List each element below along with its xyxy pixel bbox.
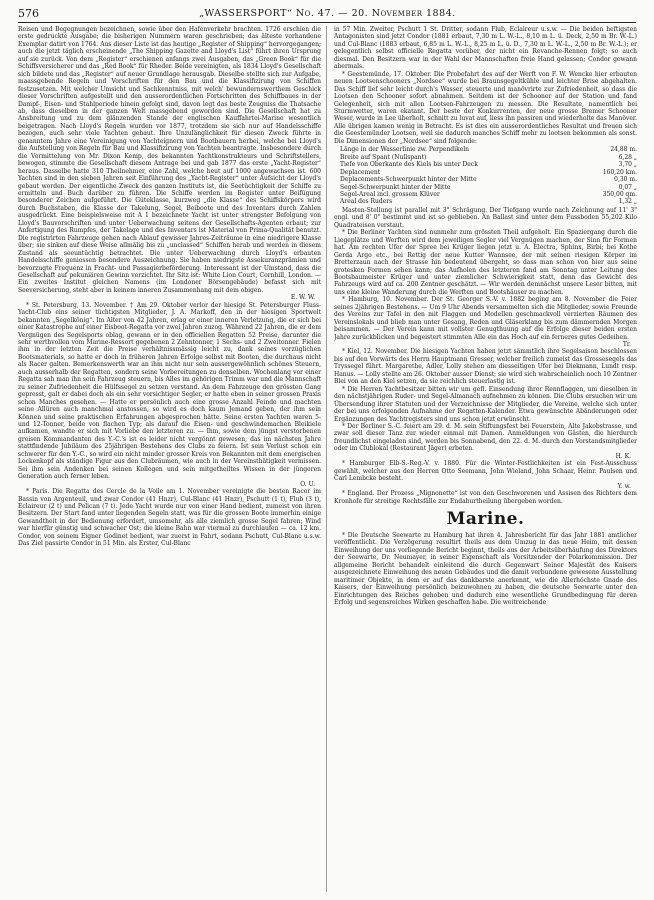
spec-label: Areal des Ruders: [340, 198, 393, 206]
right-column: [334, 26, 637, 892]
article-berliner-yachten: * Die Berliner Yachten sind nunmehr zum grössten Theil aufgeholt. Ein Spaziergang durch die Liegeplätze und Werften wird dem jeweiligen Segler viel Vergnügen machen, der Sinn für Formen hat. Am rechten Ufer der Spree bei Krüger liegen jetzt u. A. Electra, Sphinx, Birbi; bei Kothe Gerda Argo etc., bei Rettig der neue Kutter Wannsee, der mit seinen riesigen Körper im Bretterzaun nach der Strasse hin bedeutend übergeht, so dass man schon von hier aus seine grotesken Formen sehen kann; das Aufholen des letzteren fand am Sonntag unter Leitung des Bootsbaumeister Krüger und unter ziemlicher Schwierigkeit statt, denn das Gewicht des Fahrzeugs wird auf ca. 200 Zentner geschätzt. — Wir werden demnächst unsere Leser bitten, mit uns eine kleine Wanderung durch die Werften und Bootshäuser zu machen.: [334, 229, 637, 296]
signature-ou: O. U.: [300, 480, 315, 488]
article-paris-continued: in 57 Min. Zweiter, Pschutt 1 St. Dritter, sodann Flub, Eclaireur u.s.w. — Die beiden heftigsten Antagonisten sind jetzt Condor (1881 erbaut, 7,30 m L. W.-L., 8,10 m L. ü. Deck, 2,50 m Br. W.-L.) und Cul-Blanc (1883 erbaut, 6,85 m L. W.-L., 8,25 m L. ü. D., 7,30 m L. W.-L., 2,50 m Br. W.-L.); er gelegentlich selbst officielle Regatta vorüber, der nicht ein Revanche-Rennen folgt; so auch diesmal. Den Besitzern war in der Wahl der Mannschaften freie Hand gelassen; Condor gewann abermals.: [334, 26, 637, 71]
spec-label: Segel-Schwerpunkt hinter der Mitte: [340, 183, 451, 191]
spec-row: [340, 161, 637, 168]
column-divider: [326, 26, 327, 892]
spec-value: 0,07 „: [618, 183, 637, 191]
spec-label: Breite auf Spant (Nullspant): [340, 153, 427, 161]
page-header: [18, 4, 636, 22]
spec-row: [340, 146, 637, 153]
article-hamburg: * Hamburg, 10. November. Der St. Georger S.-V. v. 1882 beging am 8. November die Feier seines 2jährigen Bestehens. — Um 9 Uhr Abends versammelten sich die Mitglieder, sowie Freunde des Vereins zur Tafel in den mit Flaggen und Modellen geschmackvoll verzierten Räumen des Vereinslokals und blieb man unter Gesang, Reden und Gläserklang bis zum dämmernden Morgen beisammen. — Der Verein kann mit vollster Genugthuung auf die Erfolge dieser beiden ersten Jahre zurückblicken und begeistert stimmten Alle ein das Hoch auf ein ferneres gutes Gedeihen.: [334, 296, 637, 341]
article-berliner-sc: * Der Berliner S.-C. feiert am 29. d. M. sein Stiftungsfest bei Feuerstein, Alte Jakobstrasse, und zwar soll dieser Tanz zur wieder einmal mit Damen. Anmeldungen von Gästen, die hierdurch freundlichst eingeladen sind, werden bis Sonnabend, den 22. d. M. durch den Vorstandsmitglieder oder im Clublokal (Restaurant Jäger) erbeten.: [334, 423, 637, 453]
section-title-marine: Marine.: [446, 509, 525, 529]
spec-label: Deplacement: [340, 168, 381, 176]
spec-label: Deplacements-Schwerpunkt hinter der Mitte: [340, 176, 477, 184]
article-masten: Masten-Stellung ist parallel mit 3° Schrägung. Der Tiefgang wurde nach Zeichnung auf 11' 3" engl. und 8' 0" bestimmt und ist so geblieben. An Ballast sind unter dem Fussboden 55,202 Kilo Quadrateisen verstaut.: [334, 206, 637, 229]
nordsee-dimensions-table: [340, 146, 637, 206]
article-hamburger-elb: * Hamburger Elb-S.-Reg.-V. v. 1880. Für die Winter-Festlichkeiten ist ein Fest-Ausschuss gewählt, welcher aus den Herren Otto Seemann, John Wieland, John Schaar, Heinr. Paulsen und Carl Lembcke besteht.: [334, 460, 637, 483]
spec-row: [340, 184, 637, 191]
header-rule: [18, 22, 636, 23]
spec-value: 24,88 m.: [610, 146, 637, 154]
spec-row: [340, 154, 637, 161]
spec-value: 6,28 „: [618, 153, 637, 161]
masthead-title: „WASSERSPORT“ No. 47. — 20. November 1884.: [199, 7, 456, 19]
spec-row: [340, 176, 637, 183]
article-yachtbesitzer: * Die Herren Yachtbesitzer bitten wir um gefl. Einsendung ihrer Rennflaggen, um dieselben in den nächstjährigen Ruder- und Segel-Almanach aufnehmen zu können. Die Clubs ersuchen wir um Übersendung ihrer Statuten und der Verzeichnisse der Mitglieder, die Vereine, welche sich unter der bei uns erfolgenden Aufnahme der Regatten-Kalender. Etwa gewünschte Abänderungen oder Ergänzungen des Yachtregisters sind uns schon jetzt erwünscht.: [334, 385, 637, 423]
signature-yw: Y. w.: [617, 482, 631, 490]
spec-row: [340, 198, 637, 205]
spec-row: [340, 191, 637, 198]
article-st-petersburg: * St. Petersburg, 13. November. † Am 29. Oktober verlor der hiesige St. Petersburger Fluss-Yacht-Club eins seiner tüchtigsten Mitglieder, J. A. Markoff, den in der hiesigen Sportwelt bekannten „Segelkönig“. Im Alter von 42 Jahren, erlag er einer inneren Verletzung, die er sich bei einer Katastrophe auf einer Eisboot-Regatta vor zwei Jahren zuzog. Während 22 Jahren, die er dem Vergnügen des Segelsports oblag, gewann er in den officiellen Regatten 52 Preise, darunter die sehr werthvollen vom Marine-Ressort gegebenen 2 Zehntonner, 1 Sechs- und 2 Zweitonner. Fielen ihm in der letzten Zeit die Preise verhältnissmässig leicht zu, dank seines vorzüglichen Bootsmaterials, so hatte er doch in früheren Jahren Erfolge selbst mit Booten, die durchaus nicht als Racer galten. Bemerkenswerth war an ihm nicht nur sein aussergewöhnlich schönes Steuern, auch ausserhalb der Regatten, sondern seine Vorbereitungen zu denselben. Wochenlang vor einer Regatta sah man ihn sein Fahrzeug steuern, bis Alles im gehörigen Trimm war und die Mannschaft zu seiner Zufriedenheit die Hülfssegel zu setzen verstand. An dem Fahrzeuge den grössten Gang gepresst, galt er dabei doch als ein sehr vorsichtiger Segler, er hatte eben in seiner grossen Praxis schon Manches gesehen. — Hatte er persönlich auch eine grosse Anzahl Feinde und machten seine Allüren auch manchmal anstossen, so wird es doch kaum Jemand geben, der ihm sein Können und seine praktischen Erfahrungen abgesprochen hätte. Seine ersten Yachten waren 5- und 12-Tonner, beide von flachen Typ; als darauf die Eisen- und geschwindemachen Bleikiele aufkamen, wandte er sich mit Vorliebe den letzteren zu. — Ihm, sowie dem jüngst verstorbenen greisen Kommandanten des Y.-C.'s ist es leider nicht vergönnt gewesen, das im nächsten Jahre stattfindende Jubiläum des 25jährigen Bestehens des Clubs zu feiern. Ist sein Verlust schon ein schwerer für den Y.-C., so wird ein nicht minder grosser Kreis von Bekannten mit dem energischen Lockenkopf als ständige Figur aus den Clubräumen, wie auch in der Vereinsthätigkeit vermissen. Sei ihm sein Andenken bei seinen Kollegen und sein mitgetheiltes Wissen in der jüngeren Generation auch ferner leben.: [18, 301, 321, 481]
signature-tr: Tr.: [622, 341, 631, 349]
left-column: [18, 26, 321, 892]
spec-label: Tiefe von Oberkante des Kiels bis unter Deck: [340, 161, 478, 169]
article-geestemuende: * Geestemünde, 17. Oktober. Die Probefahrt des auf der Werft von F. W. Wencke hier erbauten neuen Lootsenschooners „Nordsee“ wurde bei Braunsgegeltkühle und leichter Brise abgehalten. Das Schiff lief sehr leicht durch's Wasser, steuerte und manövrirte zur Zufriedenheit, so dass die Lootsen den Schooner sofort abnahmen. Seitdem ist der Schooner auf der Station und fand Gelegenheit, sich mit allen Lootsen-Fahrzeugen zu messen. Die Resultate, namentlich bei Sturmwetter, waren ekatant. Der beste der Konkurrenten, der neue grosse Bremer Schooner Weser, wurde in Lee überholt, schnitt zu luvat auf, liess ihn passiren und wiederholte das Manöver. Alle übrigen kamen wenig in Betracht. Es ist dies ein ausserordentliches Resultat und freuen sich die Geestemünder Lootsen, weil sie dadurch manches Schiff mehr zu lootsen bekommen als sonst. Die Dimensionen der „Nordsee“ sind folgende:: [334, 70, 637, 145]
spec-value: 160,20 km.: [602, 168, 637, 176]
article-lloyds: Reisen und Begegnungen bezeichnen, sowie über den Hafenverkehr brachten. 1726 erschien die erste gedruckte Ausgabe; die bisherigen Nummern waren geschrieben; das älteste vorhandene Exemplar datirt von 1764. Aus dieser Liste ist das heutige „Register of Shipping“ hervorgegangen; auch die jetzt täglich erscheinende „The Shipping Gazette and Lloyd's List“ führt ihren Ursprung auf sie zurück. Von dem „Register“ erschienen anfangs zwei Ausgaben, das „Green Book“ für die Schiffsversicherer und das „Red Book“ für Rheder. Beide vereinigten, als 1834 Lloyd's Gesellschaft sich bildete und das „Register“ auf neuer Grundlage herausgab. Dieselbe stellte sich zur Aufgabe, maassgebende Regeln und Vorschriften für den Bau und die Klassifizirung von Schiffen festzusetzen. Mit welcher Umsicht und Sachkenntniss, mit welch' bewundernswerthem Geschick dieser Vorschriften aufgestellt und den ausserordentlichen Fortschritten des Schiffbaues in der Dampf-, Eisen- und Stahlperiode hinein gefolgt sind, davon legt das beste Zeugniss die Thatsache ab, dass dieselben in der ganzen Welt massgebend geworden sind. Die Gesellschaft hat zu Ansbreitung und zu dem glänzenden Stande der englischen Kauffahrtei-Marine wesentlich beigetragen. Nach Lloyd's Regeln wurden vor 1877, trotzdem sie sich nur auf Handelsschiffe bezogen, auch sehr viele Yachten gebaut. Ihre Unzulänglichkeit für diesen Zweck führte in genanntem Jahre eine Vereinigung von Yachteignern und Bootbauern herbei, welche bei Lloyd's die Aufstellung von Regeln für Bau und Klassifizirung von Yachten beantragte. Insbesondere durch die Vermittelung von Mr. Dixon Kemp, des bekannten Yachtkonstrukteurs und Schriftstellers, bewogen, stimmte die Gesellschaft diesem Antrage bei und gab 1877 das erste „Yacht-Register“ heraus. Dasselbe hatte 310 Theilnehmer, eine Zahl, welche heut auf 1000 angewachsen ist. 600 Yachten sind in den sieben Jahren seit Einführung des „Yacht-Register“ unter Aufsicht der Lloyd's gebaut worden. Der eigentliche Zweck des ganzen Instituts ist, die Seetüchtigkeit der Schiffe zu ermitteln und Buch darüber zu führen. Die Schiffe werden im Register unter Beifügung besonderer Zeichen aufgeführt. Die Güteklasse, kurzweg „die Klasse“ des Schiffskörpers wird durch Buchstaben, die Klasse der Takelung, Segel, Beiboote und des Inventars durch Zahlen ausgedrückt. Eine beispielsweise mit A 1 bezeichnete Yacht ist unter strengster Befolgung von Lloyd's Bauvorschriften und unter Ueberwachung seitens der Gesellschafts-Agenten erbaut; zur Anfertigung des Rumpfes, der Takelage und des Inventars ist Material von Prima-Qualität benutzt. Die registrirten Fahrzeuge gehen nach Ablauf gewisser Jahres-Zeiträume in eine niedrigere Klasse über; sie sinken auf diese Weise allmälig bis zu „unclassed“ Schiffen herab und werden in diesem Zustand als seeuntüchtig betrachtet. Die unter Ueberwachung durch Lloyd's erbauten Handelsschiffe geniessen besondere Auszeichnung. Sie haben niedrigste Assekuranzprämien und bevorzugte Frequenz in Fracht- und Passagierbeförderung. Interessant ist der Umstand, dass die Gesellschaft auf pekuniären Gewinn verzichtet. Ihr Sitz ist: White Lion Court, Cornhill, London. — Ein zweites Institut gleichen Namens (im Londoner Börsengebäude) befasst sich mit Seeversicherung, steht aber in keinem inneren Zusammenhang mit dem obigen.: [18, 26, 321, 294]
spec-value: 3,70 „: [618, 161, 637, 169]
article-seewarte: * Die Deutsche Seewarte zu Hamburg hat ihren 4. Jahresbericht für das Jahr 1881 amtlicher veröffentlicht. Die Verzögerung resultirt theils aus dem Umzug in das neue Heim, mit dessen Einweihung der uns vorliegende Bericht beginnt, theils aus der Arbeitsüberhäufung des Direktors der Seewarte, Dr. Neumayer, in seiner Eigenschaft als Vorsitzender der Polarkommission. Der allgemeine Bericht behandelt einleitend die durch Gegenwart Seiner Majestät des Kaisers ausgezeichnete Einweihung des neuen Gebäudes und die damit verbundene gewesene Ausstellung maritimer Objekte, in dem er auf das dankbarste anerkennt, wie die Allerhöchste Gnade des Kaisers, der Einweihung persönlich beizuwohnen zu haben, die deutsche Seewarte unter den Einrichtungen des Reiches gehoben und dadurch eine wesentliche Grundbedingung für deren Erfolg und segensreiches Wirken geschaffen habe. Die weitreichende: [334, 532, 637, 607]
spec-label: Segel-Areal incl. grossem Klüver: [340, 190, 440, 198]
spec-label: Länge in der Wasserlinie zw. Perpendikeln: [340, 146, 470, 154]
spec-value: 1,32 „: [618, 198, 637, 206]
page-number: 576: [18, 6, 39, 20]
spec-value: 350,00 qm.: [602, 190, 637, 198]
signature-ewm: E. W. W.: [290, 294, 315, 302]
article-paris: * Paris. Die Regatta des Cercle de la Voile am 1. November vereinigte die besten Racer im Bassin von Argenteuil, und zwar Condor (41 Hnzr), Cul-Blanc (41 Hnzr), Pschutt (1 t), Flub (3 t), Eclaireur (2 t) und Pelican (7 t). Jede Yacht wurde nur von einer Hand bedient, zumeist von ihren Besitzern. Der Start fand unter liegenden Segeln statt, was für die grossen Boote immerhin einige Gewandtheit in der Bedienung erfordert, umsomehr, als alle ziemlich grosse Segel fahren; Wind war hierfür günstig und schwacher Ost; die kleine Bahn war viermal zu durchlaufen — ca. 12 km. Condor, von seinem Eigner Godinet bedient, war zuerst in Fahrt, sodann Pschutt, Cul-Blanc u.s.w. Das Ziel passirte Condor in 51 Min. als Erster, Cul-Blanc: [18, 488, 321, 548]
signature-hk: H. K.: [615, 452, 631, 460]
spec-value: 0,30 m.: [614, 176, 637, 184]
article-kiel: * Kiel, 12. November. Die hiesigen Yachten haben jetzt sämmtlich ihre Segelsaison beschlossen bis auf den Vorwärts des Herrn Hauptmann Gresser, welcher freilich zumeist das Grossesegels das Tryssegel führt. Margarethe, Adler, Lolly stehen am diesseitigen Ufer bei Diekmann, Lundt resp. Hanus. — Lolly stellte am 26. Oktober ausser Dienst; sie wird sich wahrscheinlich noch 10 Zentner Blei von an den Kiel setzen, da sie reichlich steuerlastig ist.: [334, 348, 637, 386]
spec-row: [340, 169, 637, 176]
article-england: * England. Der Prozess „Mignonette“ ist von den Geschworenen und Assisen des Richters dem Kronhofe für streitige Rechtsfälle zur Endaburtheilung übergeben worden.: [334, 490, 637, 505]
